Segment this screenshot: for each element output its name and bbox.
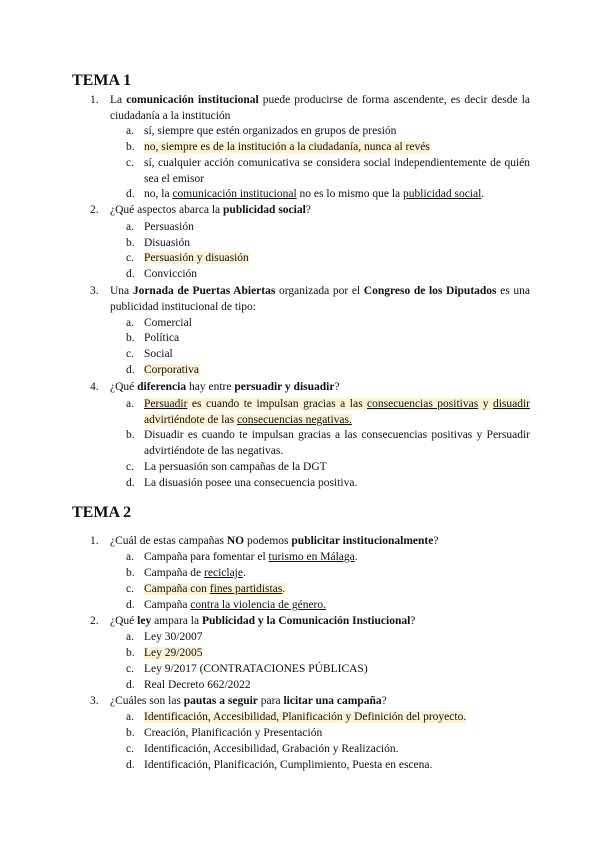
highlighted-answer: Ley 29/2005: [144, 647, 203, 659]
option-2-3-a[interactable]: a. Identificación, Accesibilidad, Planificación y Definición del proyecto.: [126, 711, 467, 723]
highlighted-answer: no, siempre es de la institución a la ciudadanía, nunca al revés: [144, 141, 430, 153]
question-1-1: [90, 92, 530, 124]
question-2-1: 1. ¿Cuál de estas campañas NO podemos publicitar institucionalmente?: [90, 535, 439, 547]
option-1-2-b[interactable]: b. Disuasión: [126, 237, 190, 249]
option-2-2-c[interactable]: c. Ley 9/2017 (CONTRATACIONES PÚBLICAS): [126, 663, 368, 675]
option-2-3-d[interactable]: d. Identificación, Planificación, Cumplimiento, Puesta en escena.: [126, 759, 433, 771]
option-1-1-b[interactable]: b. no, siempre es de la institución a la ciudadanía, nunca al revés: [126, 141, 430, 153]
option-2-3-b[interactable]: b. Creación, Planificación y Presentación: [126, 727, 323, 739]
option-1-2-c[interactable]: c. Persuasión y disuasión: [126, 252, 249, 264]
option-1-1-c[interactable]: c. sí, cualquier acción comunicativa se considera social independientemente de quién sea el emisor: [126, 157, 530, 185]
section-title-tema-2: TEMA 2: [72, 504, 132, 521]
highlighted-answer: Identificación, Accesibilidad, Planificación y Definición del proyecto.: [144, 711, 467, 723]
question-1-2: 2. ¿Qué aspectos abarca la publicidad social?: [90, 204, 311, 216]
option-2-2-d[interactable]: d. Real Decreto 662/2022: [126, 679, 251, 691]
question-text: La comunicación institucional puede producirse de forma ascendente, es decir desde la ciudadanía a la institución: [110, 94, 530, 122]
highlighted-answer: Persuasión y disuasión: [144, 252, 249, 264]
section-title-tema-1: TEMA 1: [72, 72, 132, 89]
option-2-2-a[interactable]: a. Ley 30/2007: [126, 631, 203, 643]
question-1-3: 3. Una Jornada de Puertas Abiertas organizada por el Congreso de los Diputados es una publicidad institucional de tipo:: [90, 285, 530, 313]
highlighted-answer: Campaña con fines partidistas.: [144, 583, 286, 595]
option-2-1-b[interactable]: b. Campaña de reciclaje.: [126, 567, 246, 579]
option-1-2-a[interactable]: a. Persuasión: [126, 221, 194, 233]
option-2-1-a[interactable]: a. Campaña para fomentar el turismo en Málaga.: [126, 551, 358, 563]
question-1-4: 4. ¿Qué diferencia hay entre persuadir y disuadir?: [90, 381, 340, 393]
option-2-3-c[interactable]: c. Identificación, Accesibilidad, Grabación y Realización.: [126, 743, 399, 755]
option-1-4-a[interactable]: a. Persuadir es cuando te impulsan gracias a las consecuencias positivas y disuadir advirtiéndote de las consecuencias negativas.: [126, 398, 530, 426]
option-1-4-b[interactable]: b. Disuadir es cuando te impulsan gracias a las consecuencias positivas y Persuadir advirtiéndote de las negativas.: [126, 429, 530, 457]
question-2-2: 2. ¿Qué ley ampara la Publicidad y la Comunicación Instiucional?: [90, 615, 416, 627]
option-2-1-d[interactable]: d. Campaña contra la violencia de género.: [126, 599, 327, 611]
option-2-1-c[interactable]: c. Campaña con fines partidistas.: [126, 583, 286, 595]
question-number: 1.: [90, 94, 99, 106]
option-1-1-d[interactable]: d. no, la comunicación institucional no es lo mismo que la publicidad social.: [126, 188, 485, 200]
option-1-4-d[interactable]: d. La disuasión posee una consecuencia positiva.: [126, 477, 358, 489]
highlighted-answer: Corporativa: [144, 364, 199, 376]
option-1-4-c[interactable]: c. La persuasión son campañas de la DGT: [126, 461, 327, 473]
option-1-3-b[interactable]: b. Política: [126, 332, 180, 344]
option-1-3-a[interactable]: a. Comercial: [126, 317, 192, 329]
option-1-1-a[interactable]: a. sí, siempre que estén organizados en grupos de presión: [126, 125, 397, 137]
option-1-2-d[interactable]: d. Convicción: [126, 268, 198, 280]
option-1-3-d[interactable]: d. Corporativa: [126, 364, 199, 376]
question-2-3: 3. ¿Cuáles son las pautas a seguir para licitar una campaña?: [90, 695, 387, 707]
option-2-2-b[interactable]: b. Ley 29/2005: [126, 647, 203, 659]
option-1-3-c[interactable]: c. Social: [126, 348, 173, 360]
